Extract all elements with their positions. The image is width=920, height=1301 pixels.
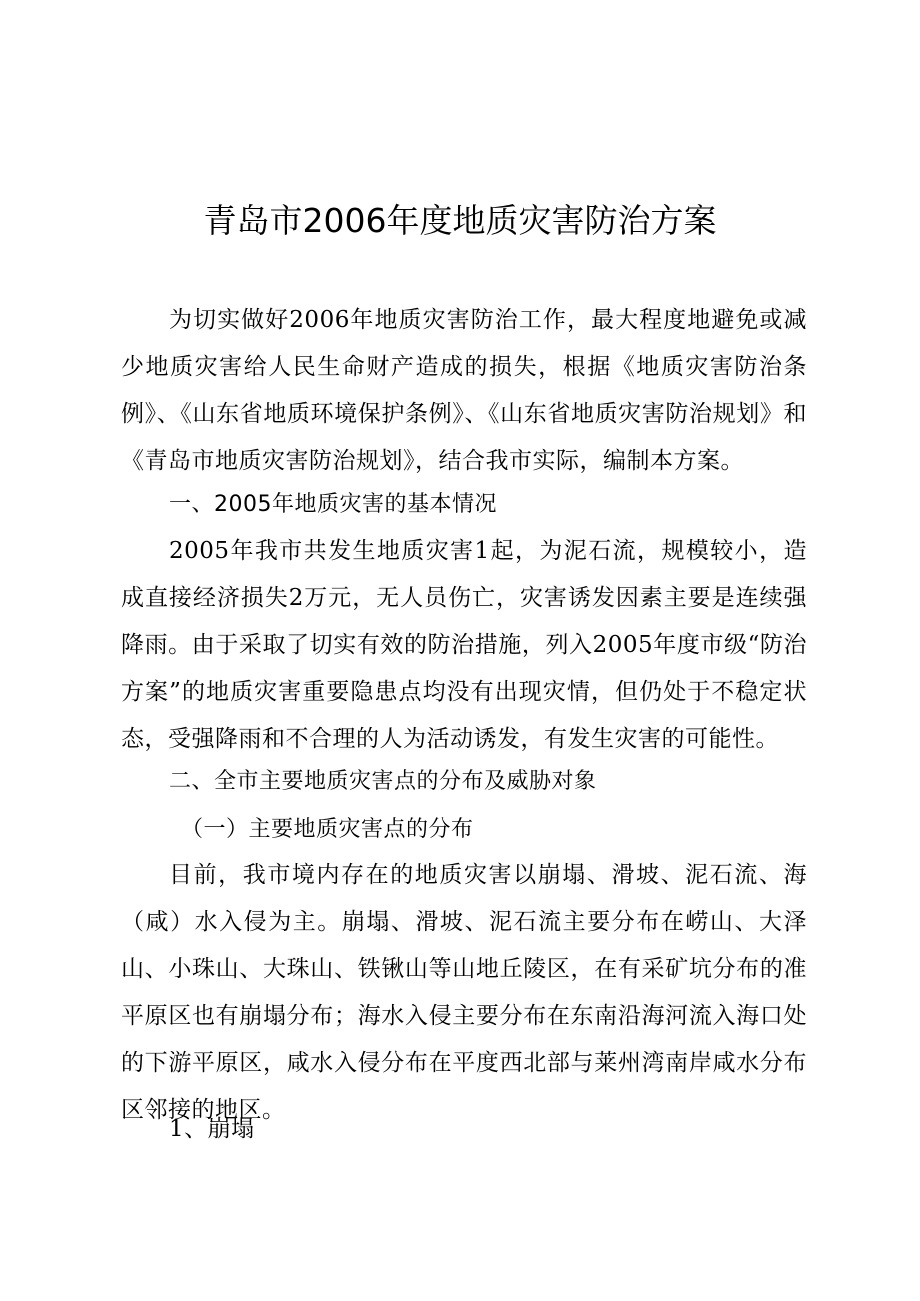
intro-paragraph: 为切实做好2006年地质灾害防治工作，最大程度地避免或减少地质灾害给人民生命财产造成的损失，根据《地质灾害防治条例》、《山东省地质环境保护条例》、《山东省地质灾害防治规划》和《青岛市地质灾害防治规划》，结合我市实际，编制本方案。 [121,307,807,474]
section-1-paragraph: 2005年我市共发生地质灾害1起，为泥石流，规模较小，造成直接经济损失2万元，无人员伤亡，灾害诱发因素主要是连续强降雨。由于采取了切实有效的防治措施，列入2005年度市级“防治方案”的地质灾害重要隐患点均没有出现灾情，但仍处于不稳定状态，受强降雨和不合理的人为活动诱发，有发生灾害的可能性。 [121,538,807,752]
section-1-heading: 一、2005年地质灾害的基本情况 [169,492,497,517]
section-2-subheading: （一）主要地质灾害点的分布 [181,817,474,842]
list-item-collapse: 1、崩塌 [169,1116,255,1142]
document-title: 青岛市2006年度地质灾害防治方案 [203,201,717,240]
section-2-heading: 二、全市主要地质灾害点的分布及威胁对象 [169,769,597,794]
section-2-paragraph: 目前，我市境内存在的地质灾害以崩塌、滑坡、泥石流、海（咸）水入侵为主。崩塌、滑坡、泥石流主要分布在崂山、大泽山、小珠山、大珠山、铁锹山等山地丘陵区，在有采矿坑分布的准平原区也有崩塌分布；海水入侵主要分布在东南沿海河流入海口处的下游平原区，咸水入侵分布在平度西北部与莱州湾南岸咸水分布区邻接的地区。 [121,862,807,1123]
